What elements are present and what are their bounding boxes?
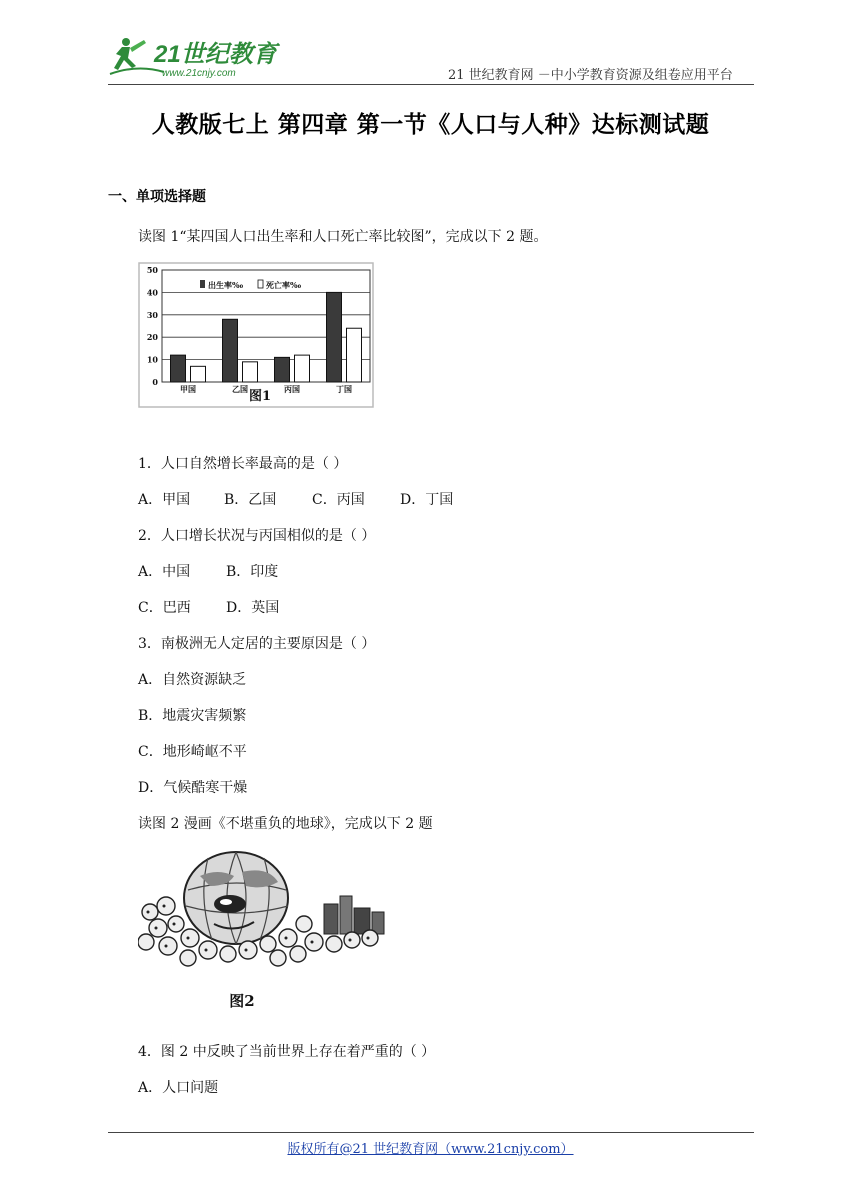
logo-text: 21世纪教育 <box>154 41 277 68</box>
question-2-options-row-2 <box>138 597 279 617</box>
legend-swatch-birth <box>200 280 205 288</box>
question-4-stem: 4．图 2 中反映了当前世界上存在着严重的（ ） <box>138 1044 436 1060</box>
copyright-link[interactable]: 版权所有@21 世纪教育网（www.21cnjy.com） <box>287 1142 574 1157</box>
bar-death-rate-2 <box>243 362 258 382</box>
option-3d: D．气候酷寒干燥 <box>138 780 248 796</box>
option-3b: B．地震灾害频繁 <box>138 708 247 724</box>
y-tick-label: 20 <box>146 332 158 343</box>
intro-figure-1: 读图 1“某四国人口出生率和人口死亡率比较图”，完成以下 2 题。 <box>138 229 548 245</box>
option-1b: B．乙国 <box>224 492 277 508</box>
figure-1-caption: 图1 <box>248 389 272 404</box>
x-tick-label: 乙国 <box>232 384 248 394</box>
x-tick-label: 丙国 <box>284 384 300 394</box>
option-2d: D．英国 <box>226 600 280 616</box>
option-2a: A．中国 <box>138 564 191 580</box>
x-tick-label: 丁国 <box>336 384 352 394</box>
y-tick-label: 30 <box>146 309 158 320</box>
legend-label-birth: 出生率‰ <box>208 280 244 290</box>
y-tick-label: 0 <box>152 377 158 387</box>
site-logo <box>108 34 288 80</box>
footer-divider <box>108 1132 754 1133</box>
bar-birth-rate-4 <box>327 292 342 382</box>
bar-death-rate-3 <box>295 355 310 382</box>
question-2-options-row-1 <box>138 561 278 581</box>
x-tick-label: 甲国 <box>180 384 196 394</box>
question-3-stem: 3．南极洲无人定居的主要原因是（ ） <box>138 636 376 652</box>
bar-birth-rate-3 <box>275 357 290 382</box>
section-heading: 一、单项选择题 <box>108 189 206 205</box>
bar-birth-rate-1 <box>171 355 186 382</box>
document-title: 人教版七上 第四章 第一节《人口与人种》达标测试题 <box>151 111 710 138</box>
header-site-tagline: 21 世纪教育网 －中小学教育资源及组卷应用平台 <box>448 68 733 83</box>
bar-birth-rate-2 <box>223 319 238 382</box>
option-2b: B．印度 <box>226 564 279 580</box>
legend-label-death: 死亡率‰ <box>266 280 302 290</box>
figure-1-bar-chart <box>138 262 374 408</box>
y-tick-label: 10 <box>146 354 158 365</box>
option-3a: A．自然资源缺乏 <box>138 672 247 688</box>
figure-2-cartoon <box>138 846 390 1012</box>
header-divider <box>108 84 754 85</box>
logo-url: www.21cnjy.com <box>162 68 236 79</box>
y-tick-label: 50 <box>146 265 158 275</box>
question-2-stem: 2．人口增长状况与丙国相似的是（ ） <box>138 528 376 544</box>
option-1a: A．甲国 <box>138 492 191 508</box>
crowded-earth-illustration <box>138 852 384 966</box>
option-2c: C．巴西 <box>138 600 191 616</box>
y-tick-label: 40 <box>146 287 158 298</box>
question-1-stem: 1．人口自然增长率最高的是（ ） <box>138 456 348 472</box>
bar-death-rate-1 <box>191 366 206 382</box>
intro-figure-2: 读图 2 漫画《不堪重负的地球》，完成以下 2 题 <box>138 816 433 832</box>
figure-2-caption: 图2 <box>229 992 255 1010</box>
bar-death-rate-4 <box>347 328 362 382</box>
question-1-options <box>138 489 453 509</box>
option-3c: C．地形崎岖不平 <box>138 744 247 760</box>
option-4a: A．人口问题 <box>138 1080 219 1096</box>
option-1c: C．丙国 <box>312 492 365 508</box>
option-1d: D．丁国 <box>400 492 454 508</box>
legend-swatch-death <box>258 280 263 288</box>
